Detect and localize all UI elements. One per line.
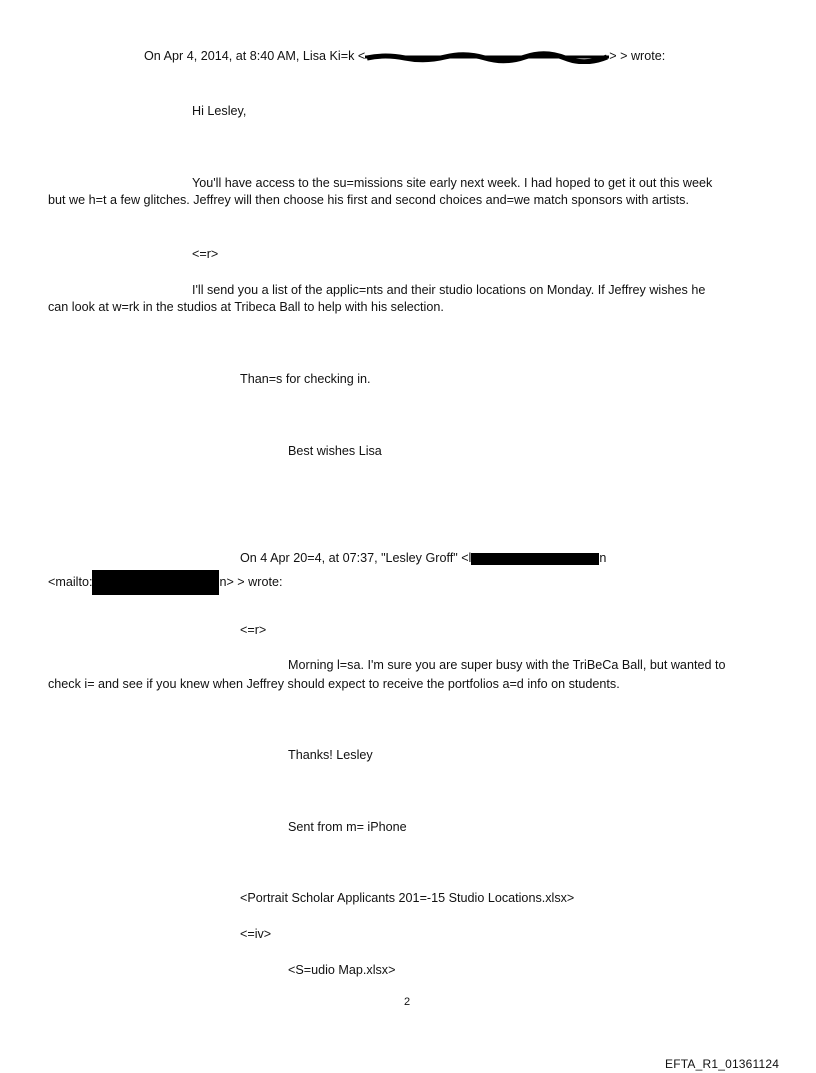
thanks-lesley: Thanks! Lesley bbox=[288, 748, 373, 762]
mailto-suffix: n> > wrote: bbox=[219, 574, 283, 589]
html-break-tag: <=r> bbox=[192, 247, 219, 261]
div-tag-line: <=iv> bbox=[240, 927, 272, 941]
reply-header-lisa bbox=[144, 49, 665, 64]
attachment-studio-map: <S=udio Map.xlsx> bbox=[288, 963, 396, 977]
para1-line1: You'll have access to the su=missions site early next week. I had hoped to get it out this week bbox=[192, 176, 713, 190]
bates-number: EFTA_R1_01361124 bbox=[665, 1057, 780, 1071]
para3-line1: Morning l=sa. I'm sure you are super busy with the TriBeCa Ball, but wanted to bbox=[288, 658, 726, 672]
reply-header-lesley-prefix: On 4 Apr 20=4, at 07:37, "Lesley Groff" <l bbox=[240, 551, 472, 565]
signoff-line: Best wishes Lisa bbox=[288, 444, 382, 458]
reply-header-lisa-prefix: On Apr 4, 2014, at 8:40 AM, Lisa Ki=k < bbox=[144, 49, 366, 63]
attachment-applicants: <Portrait Scholar Applicants 201=-15 Studio Locations.xlsx> bbox=[240, 891, 575, 905]
reply-header-lesley bbox=[240, 551, 606, 566]
para3-line2: check i= and see if you knew when Jeffrey should expect to receive the portfolios a=d info on students. bbox=[48, 677, 620, 691]
redaction-block-2 bbox=[92, 570, 219, 595]
page-number: 2 bbox=[404, 996, 411, 1008]
redaction-block-1 bbox=[471, 553, 599, 565]
mailto-prefix: <mailto: bbox=[48, 574, 93, 589]
struck-email-address bbox=[365, 50, 609, 64]
html-break-tag-2: <=r> bbox=[240, 623, 267, 637]
thanks-line: Than=s for checking in. bbox=[240, 372, 371, 386]
mailto-line bbox=[48, 570, 282, 595]
sent-from-line: Sent from m= iPhone bbox=[288, 820, 407, 834]
para2-line1: I'll send you a list of the applic=nts and their studio locations on Monday. If Jeffrey wishes he bbox=[192, 283, 706, 297]
reply-header-lisa-suffix: > > wrote: bbox=[609, 49, 666, 63]
para2-line2: can look at w=rk in the studios at Tribeca Ball to help with his selection. bbox=[48, 300, 444, 314]
para1-line2: but we h=t a few glitches. Jeffrey will then choose his first and second choices and=we match sponsors with artists. bbox=[48, 193, 689, 207]
greeting: Hi Lesley, bbox=[192, 104, 247, 118]
reply-header-lesley-tail: n bbox=[599, 551, 607, 565]
struck-email-scribble bbox=[365, 50, 609, 64]
